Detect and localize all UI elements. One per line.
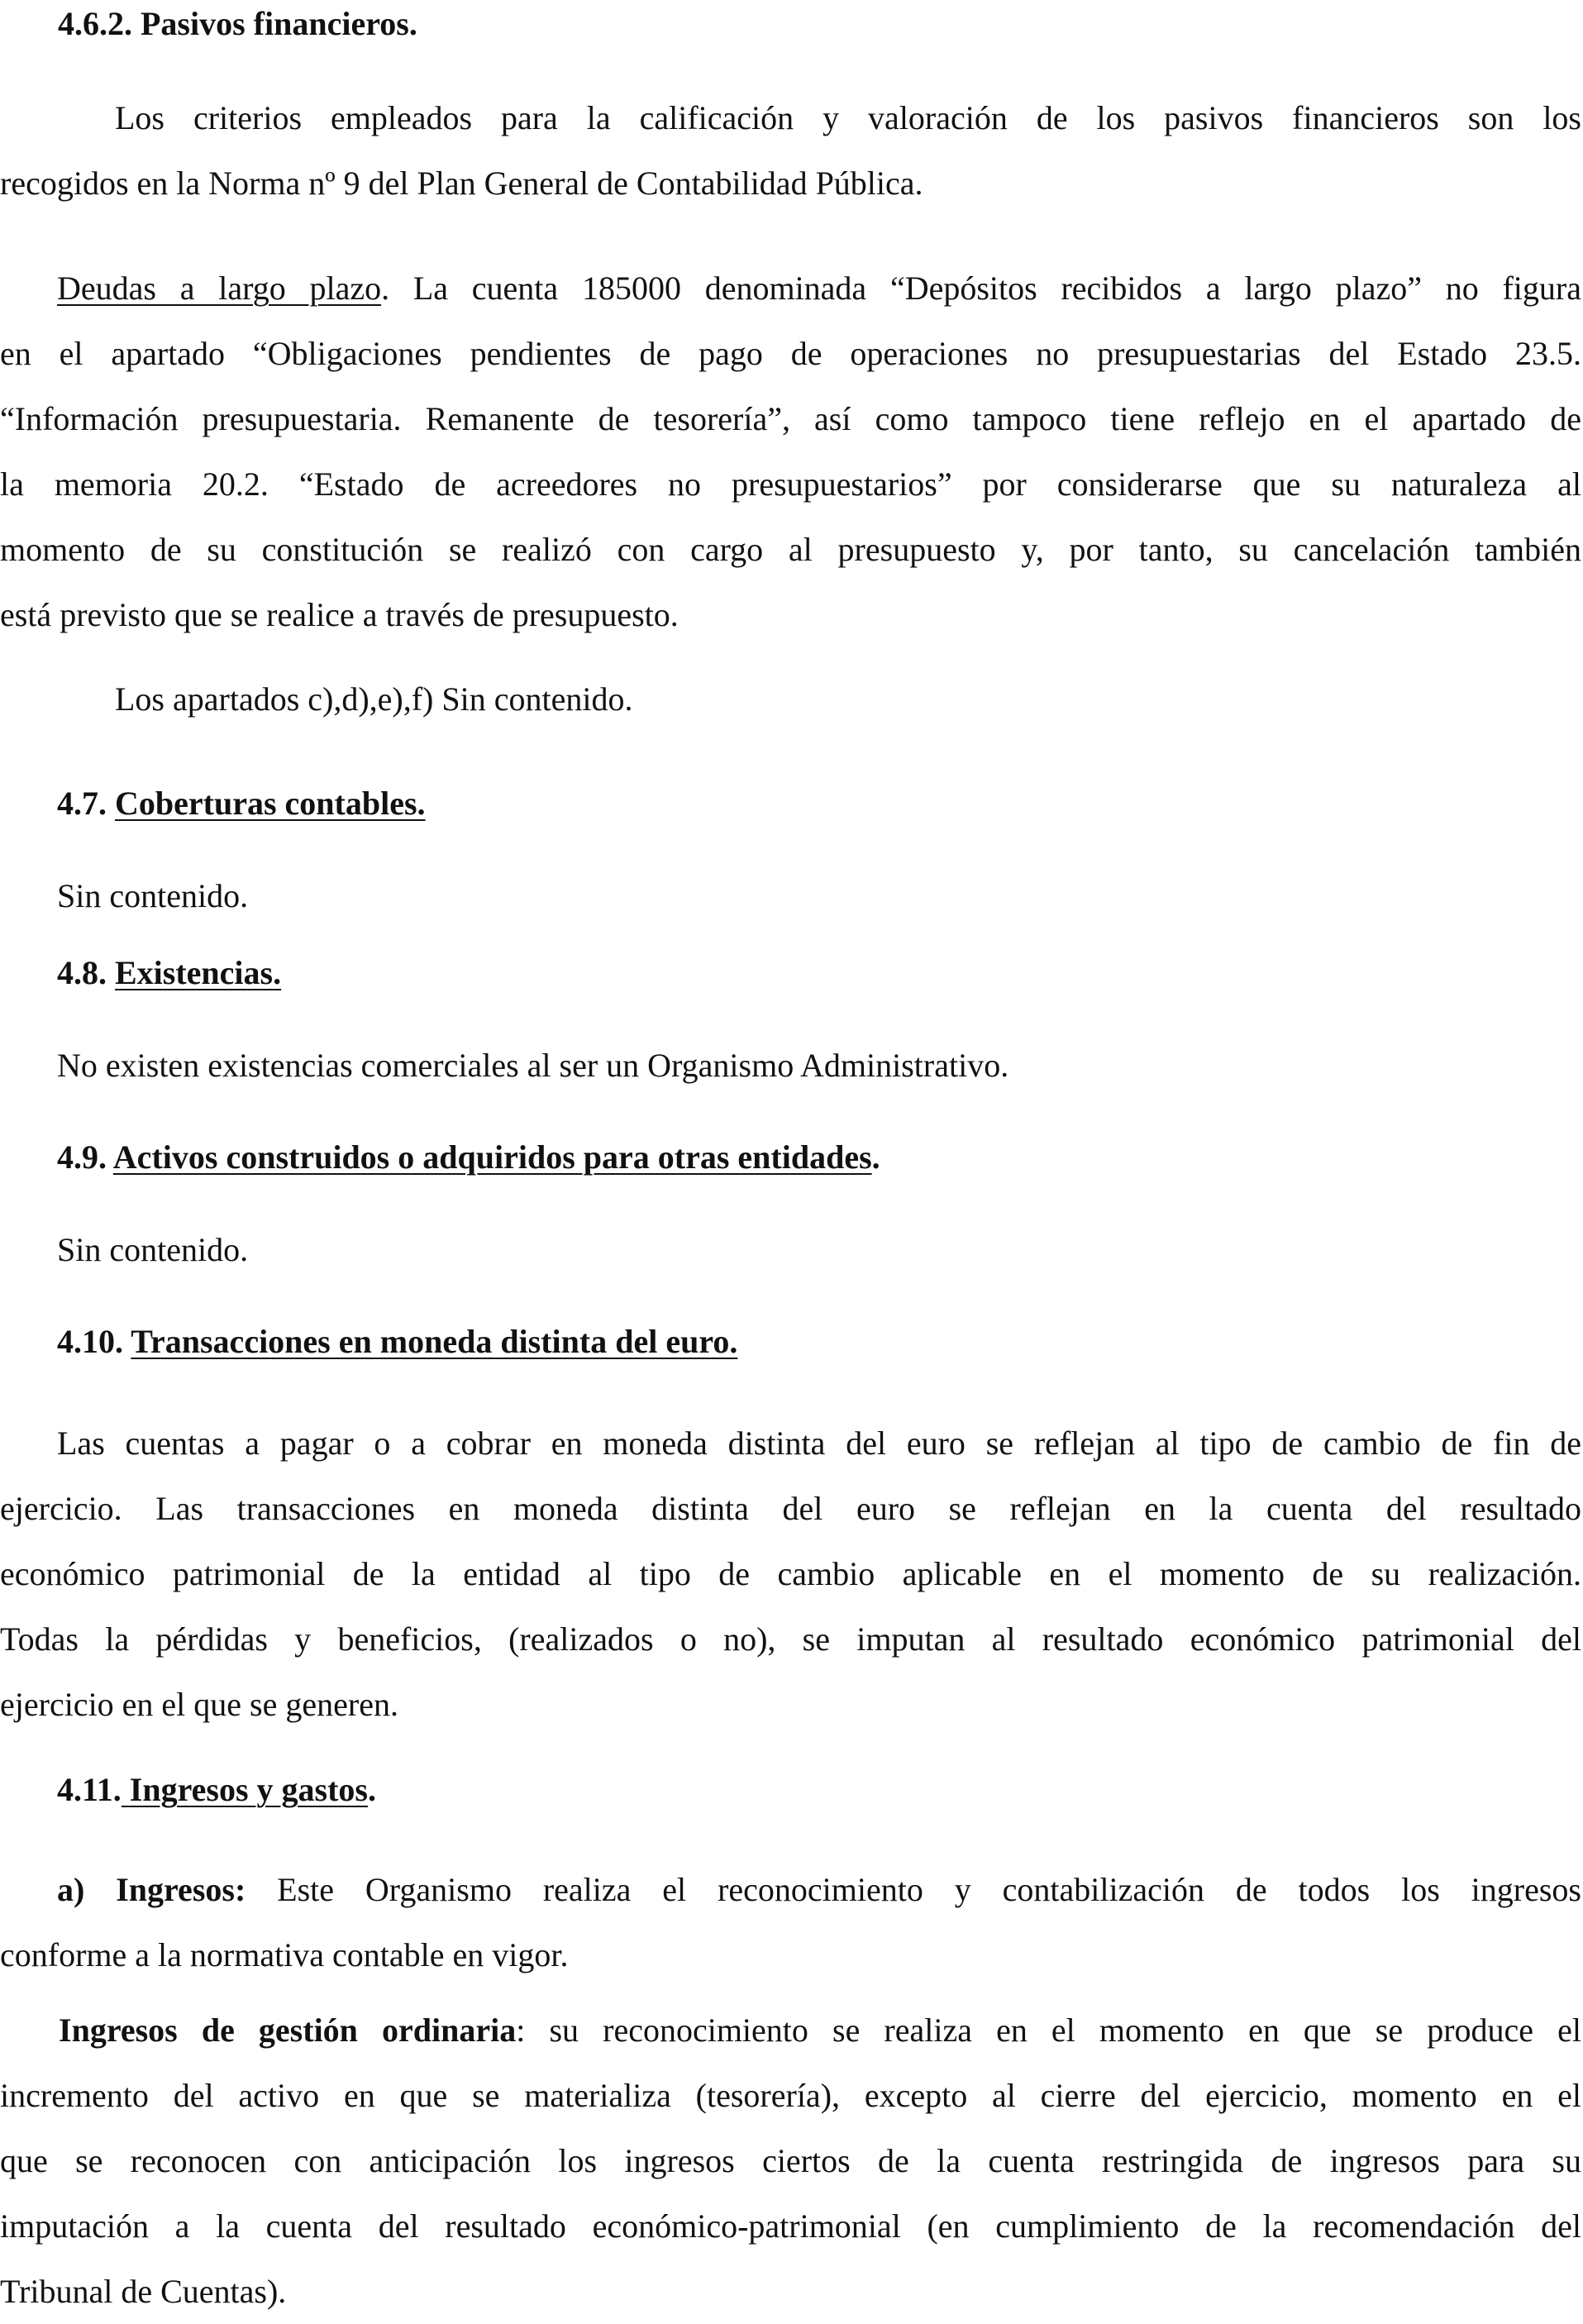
deudas-text: . La cuenta 185000 denominada “Depósitos recibidos a largo plazo” no figura — [381, 270, 1581, 307]
paragraph-line: ejercicio en el que se generen. — [0, 1686, 398, 1723]
section-body: No existen existencias comerciales al ser un Organismo Administrativo. — [57, 1047, 1009, 1084]
paragraph-line: en el apartado “Obligaciones pendientes de pago de operaciones no presupuestarias del Estado 23.5. — [0, 335, 1581, 372]
paragraph-line — [0, 1857, 1581, 1922]
section-heading-4-11 — [57, 1769, 376, 1811]
paragraph-line: económico patrimonial de la entidad al tipo de cambio aplicable en el momento de su realización. — [0, 1555, 1581, 1592]
paragraph-line: ejercicio. Las transacciones en moneda distinta del euro se reflejan en la cuenta del resultado — [0, 1490, 1581, 1527]
section-number: 4.8. — [57, 954, 115, 991]
paragraph-line — [0, 1997, 1581, 2063]
paragraph-line: Los criterios empleados para la calificación y valoración de los pasivos financieros son los — [115, 99, 1581, 136]
paragraph-line: está previsto que se realice a través de presupuesto. — [0, 596, 679, 633]
paragraph-line: incremento del activo en que se materializa (tesorería), excepto al cierre del ejercicio, momento en el — [0, 2077, 1581, 2114]
section-number: 4.7. — [57, 785, 115, 822]
section-heading-4-9 — [57, 1137, 880, 1178]
apartados-text: Los apartados c),d),e),f) Sin contenido. — [115, 680, 633, 718]
paragraph-deudas — [0, 255, 1581, 647]
ordinaria-text: : su reconocimiento se realiza en el momento en que se produce el — [516, 2011, 1581, 2049]
section-heading-4-8 — [57, 952, 281, 994]
paragraph-ingresos-ordinaria — [0, 1997, 1581, 2324]
paragraph-criterios — [0, 85, 1581, 216]
paragraph-line: Las cuentas a pagar o a cobrar en moneda distinta del euro se reflejan al tipo de cambio de fin de — [57, 1424, 1581, 1462]
paragraph-line: Todas la pérdidas y beneficios, (realizados o no), se imputan al resultado económico patrimonial del — [0, 1620, 1581, 1658]
deudas-label: Deudas a largo plazo — [57, 270, 382, 307]
paragraph-transacciones — [0, 1410, 1581, 1737]
ordinaria-label: Ingresos de gestión ordinaria — [59, 2011, 517, 2049]
paragraph-line: Tribunal de Cuentas). — [0, 2273, 287, 2310]
section-number: 4.11. — [57, 1771, 122, 1808]
paragraph-line — [0, 255, 1581, 321]
section-heading-4-7 — [57, 783, 426, 824]
paragraph-line: “Información presupuestaria. Remanente de tesorería”, así como tampoco tiene reflejo en el apartado de — [0, 400, 1581, 437]
section-title: Existencias. — [115, 954, 282, 991]
paragraph-line: la memoria 20.2. “Estado de acreedores no presupuestarios” por considerarse que su naturaleza al — [0, 465, 1581, 503]
paragraph-line: conforme a la normativa contable en vigor. — [0, 1936, 569, 1973]
section-heading-4-6-2: 4.6.2. Pasivos financieros. — [58, 5, 417, 42]
section-title: Activos construidos o adquiridos para otras entidades — [112, 1138, 872, 1176]
section-title: Ingresos y gastos — [121, 1771, 368, 1808]
ingresos-label: a) Ingresos: — [57, 1871, 246, 1908]
section-suffix: . — [871, 1138, 880, 1176]
paragraph-line: imputación a la cuenta del resultado económico-patrimonial (en cumplimiento de la recomendación del — [0, 2207, 1581, 2245]
section-heading-4-10 — [57, 1321, 737, 1362]
paragraph-line: recogidos en la Norma nº 9 del Plan General de Contabilidad Pública. — [0, 165, 923, 202]
section-suffix: . — [367, 1771, 376, 1808]
section-title: Transacciones en moneda distinta del euro. — [131, 1323, 738, 1360]
paragraph-ingresos — [0, 1857, 1581, 1988]
ingresos-text: Este Organismo realiza el reconocimiento y contabilización de todos los ingresos — [246, 1871, 1581, 1908]
section-number: 4.9. — [57, 1138, 113, 1176]
paragraph-line: momento de su constitución se realizó con cargo al presupuesto y, por tanto, su cancelación también — [0, 531, 1581, 568]
section-number: 4.10. — [57, 1323, 131, 1360]
section-body: Sin contenido. — [57, 877, 249, 914]
paragraph-line: que se reconocen con anticipación los ingresos ciertos de la cuenta restringida de ingresos para su — [0, 2142, 1581, 2179]
section-body: Sin contenido. — [57, 1231, 249, 1268]
section-title: Coberturas contables. — [115, 785, 426, 822]
